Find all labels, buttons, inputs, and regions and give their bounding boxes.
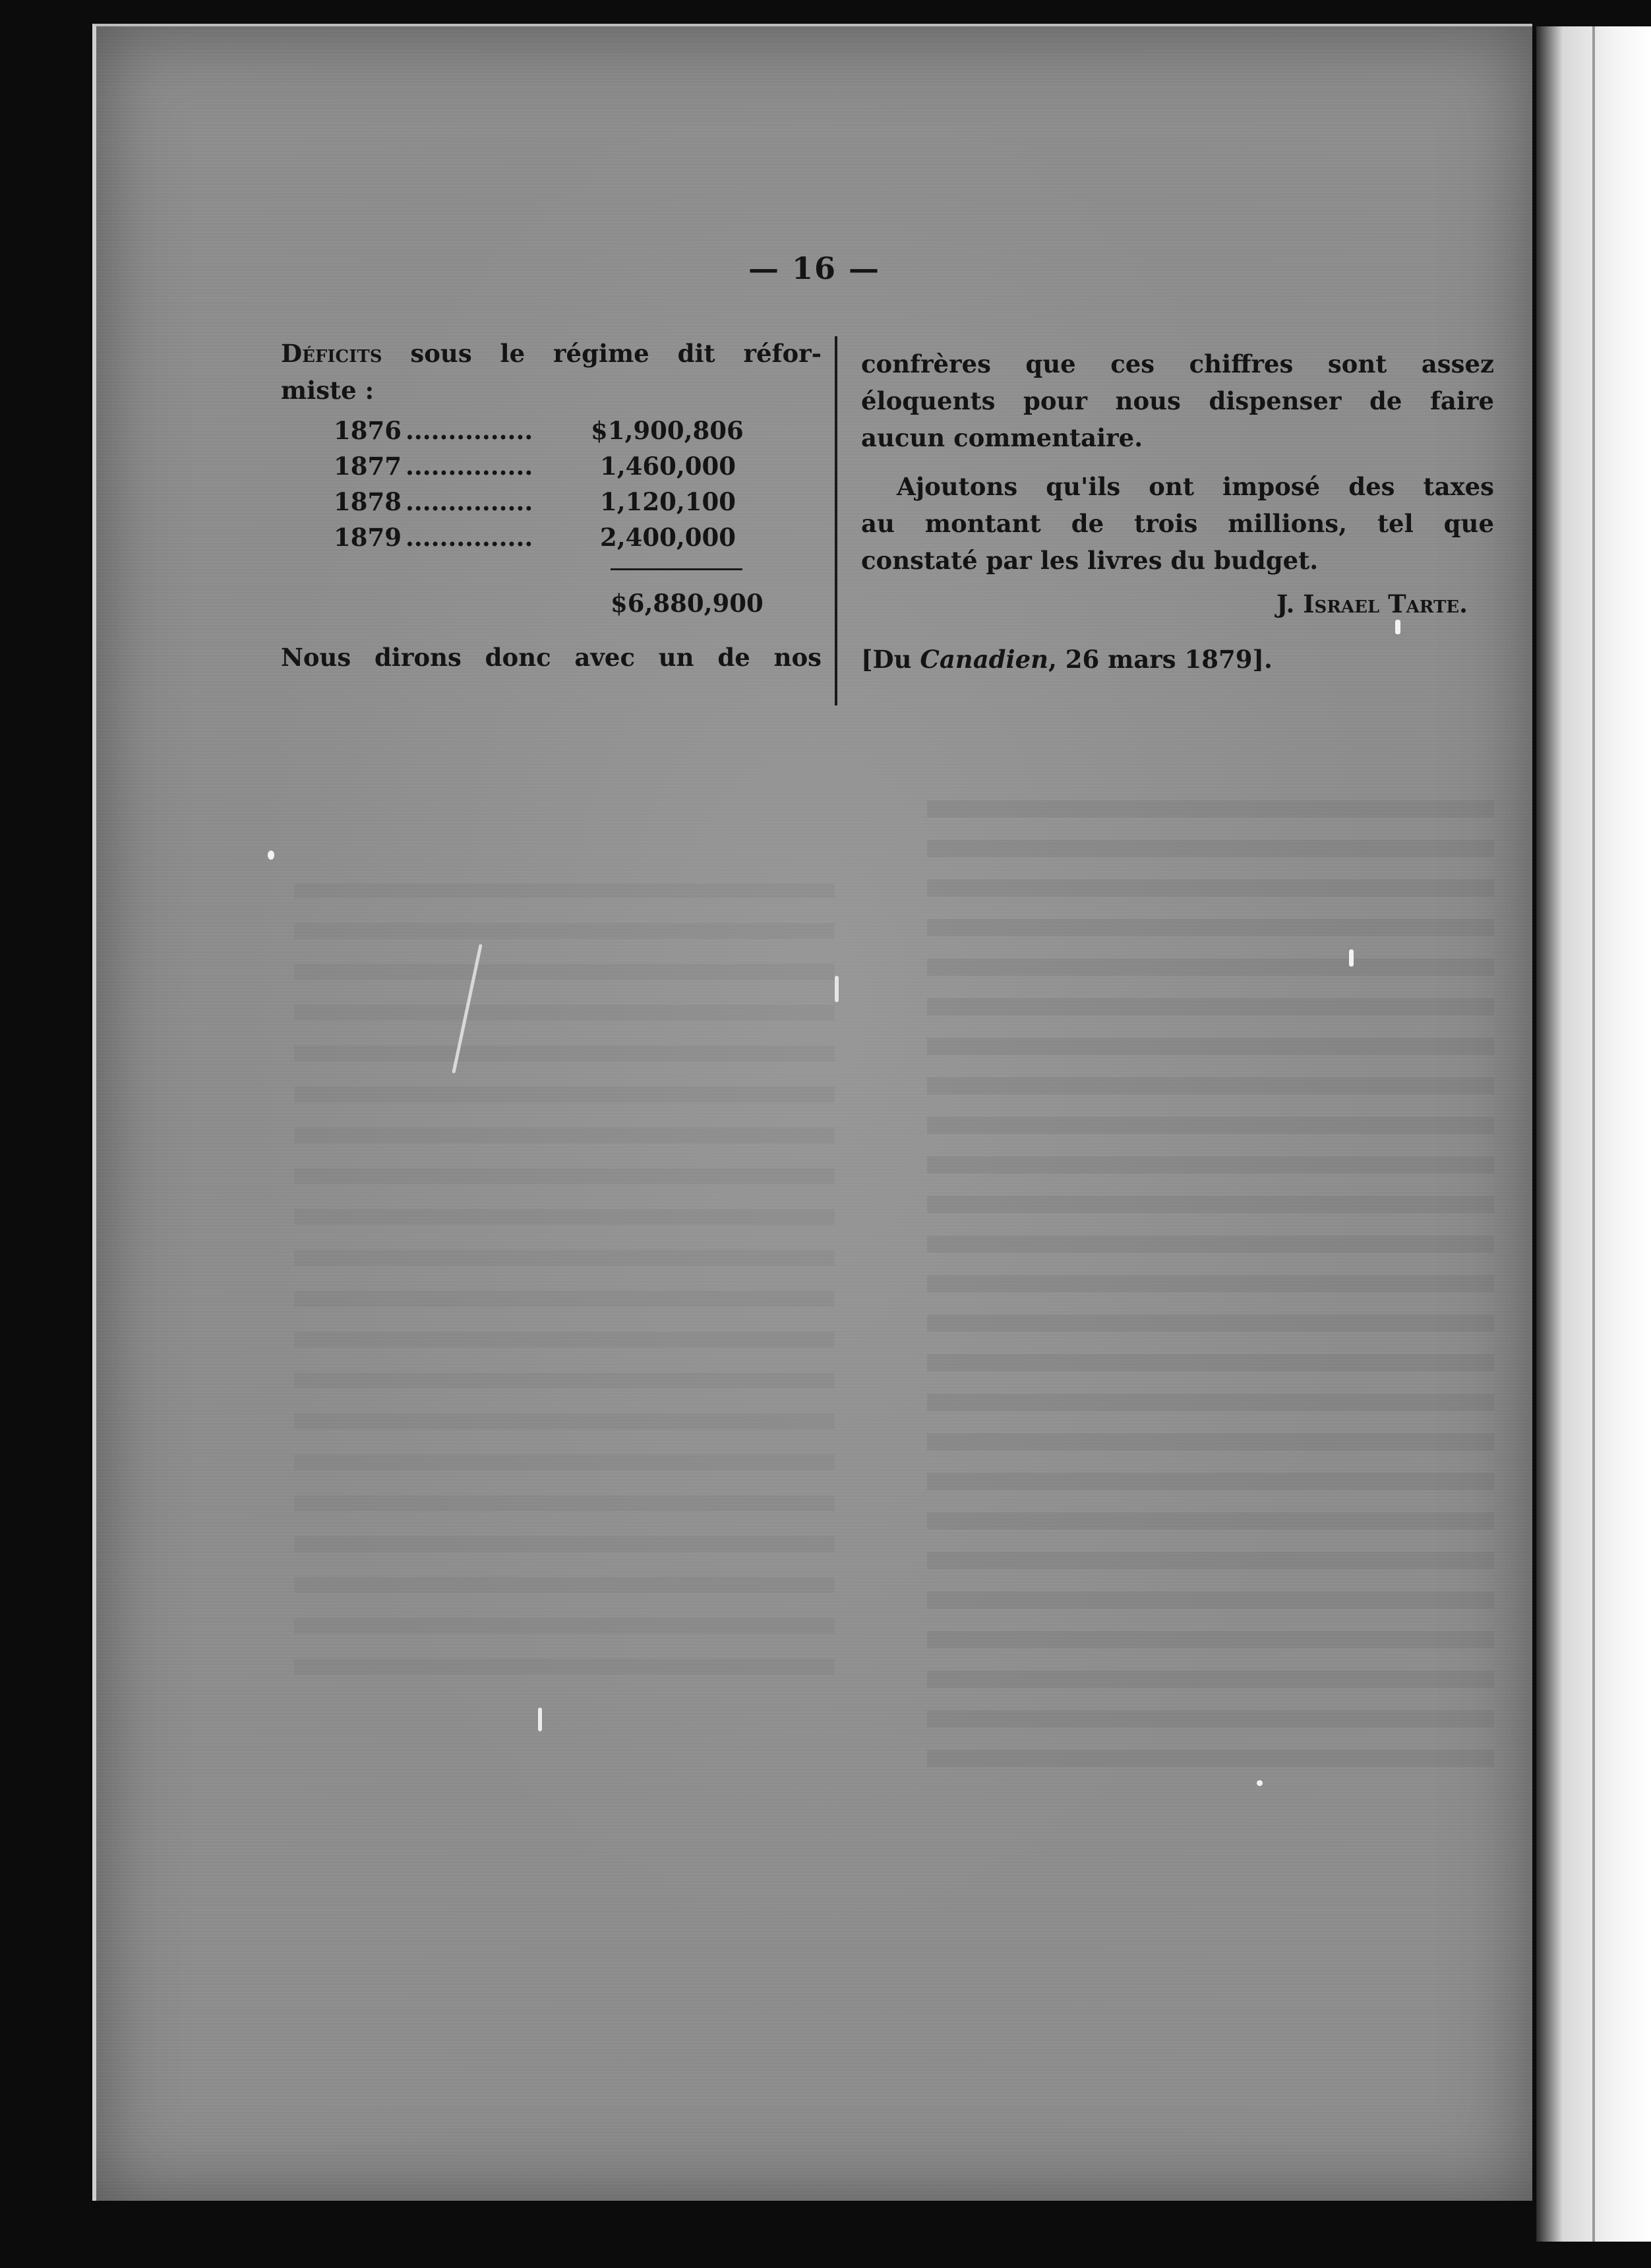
deficit-year: 1879 [334,523,402,552]
deficits-heading [281,335,822,372]
source-close: , 26 mars 1879]. [1048,645,1273,674]
text-line: aucun commentaire. [861,423,1143,452]
leader-dots: ............... [405,452,533,481]
text-line: constaté par les livres du budget. [861,546,1319,575]
paragraph-1 [861,345,1494,456]
text-line: au montant de trois millions, tel que [861,509,1494,538]
leader-dots: ............... [405,416,533,445]
closing-line: Nous dirons donc avec un de nos [281,643,822,672]
edge-line [1592,26,1595,2242]
table-row [334,448,736,484]
text-line: éloquents pour nous dispenser de faire [861,386,1494,415]
speck [835,976,839,1002]
document-page [92,24,1532,2201]
signature: J. Israel Tarte. [1276,589,1468,618]
deficit-year: 1878 [334,487,402,516]
page-number: — 16 — [748,251,881,286]
text-line: Ajoutons qu'ils ont imposé des taxes [897,472,1494,501]
deficits-heading-line2: miste : [281,376,375,405]
deficit-amount: 1,460,000 [600,452,736,481]
table-row [334,484,736,520]
paragraph-2 [861,468,1494,579]
bleed-through-texture [927,778,1494,1767]
source-open: [Du [861,645,920,674]
speck [1395,620,1400,634]
table-row [334,413,744,448]
leader-dots: ............... [405,523,533,552]
speck [268,850,274,860]
speck [1349,949,1354,967]
deficit-amount: 1,120,100 [600,487,736,516]
text-line: confrères que ces chiffres sont assez [861,349,1494,378]
deficit-year: 1877 [334,452,402,481]
adjacent-page-edge [1536,26,1651,2242]
speck [1257,1780,1263,1786]
deficits-heading-rest: sous le régime dit réfor- [382,339,822,368]
bleed-through-texture [294,883,835,1675]
left-column [281,335,822,676]
speck [538,1708,542,1731]
deficits-table [281,413,822,555]
deficit-total: $6,880,900 [611,589,764,618]
column-divider [835,336,837,705]
source-newspaper: Canadien [920,645,1049,674]
deficit-amount: $1,900,806 [591,416,744,445]
deficits-heading-lead: Déficits [281,339,382,368]
leader-dots: ............... [405,487,533,516]
deficit-amount: 2,400,000 [600,523,736,552]
source-citation [861,641,1494,678]
table-row [334,520,736,555]
total-rule [611,568,742,570]
deficit-year: 1876 [334,416,402,445]
